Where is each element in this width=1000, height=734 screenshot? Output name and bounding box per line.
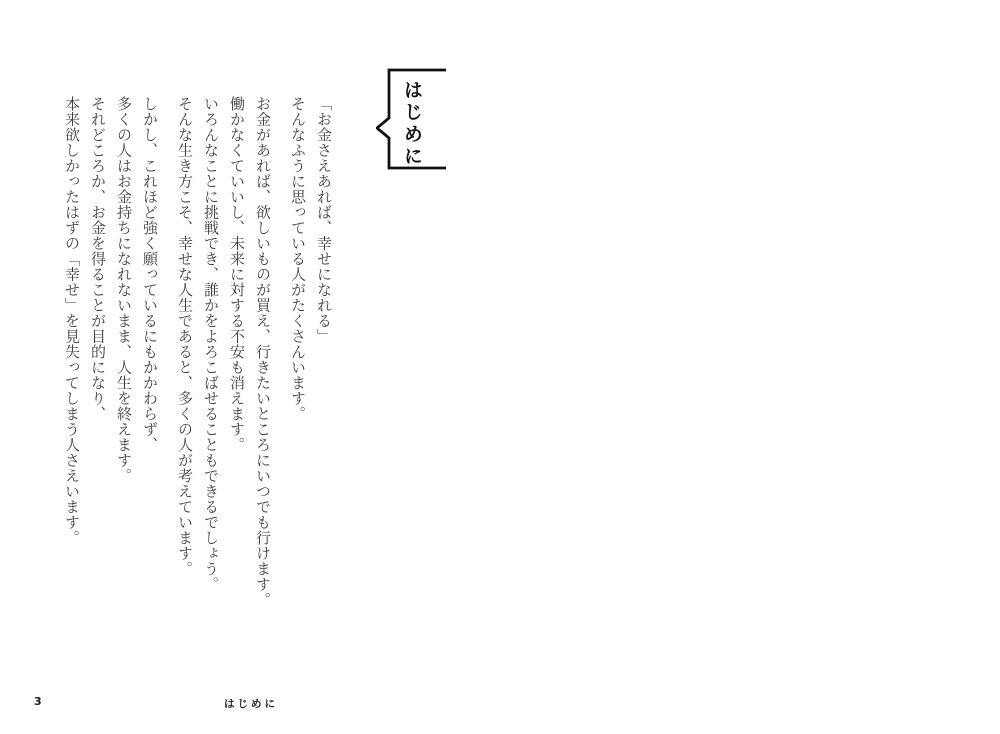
text-line: それどころか、お金を得ることが目的になり、: [89, 96, 107, 422]
text-line: そんなふうに思っている人がたくさんいます。: [289, 96, 307, 422]
text-line: いろんなことに挑戦でき、誰かをよろこばせることもできるでしょう。: [202, 96, 220, 592]
text-line: お金があれば、欲しいものが買え、行きたいところにいつでも行けます。: [254, 96, 272, 608]
paragraph: [285, 96, 337, 656]
text-line: 「お金さえあれば、幸せになれる」: [315, 96, 333, 344]
section-header: [376, 66, 448, 172]
footer-section-label: はじめに: [224, 698, 278, 710]
section-title: はじめに: [401, 80, 423, 168]
text-line: 多くの人はお金持ちになれないまま、人生を終えます。: [115, 96, 133, 484]
text-line: しかし、これほど強く願っているにもかかわらず、: [141, 96, 159, 453]
text-line: 働かなくていいし、未来に対する不安も消えます。: [228, 96, 246, 453]
page-number: 3: [34, 695, 42, 708]
paragraph: [59, 96, 163, 656]
text-line: そんな生き方こそ、幸せな人生であると、多くの人が考えています。: [176, 96, 194, 577]
paragraph: [172, 96, 276, 656]
text-line: 本来欲しかったはずの「幸せ」を見失ってしまう人さえいます。: [63, 96, 81, 546]
text-block: [59, 96, 337, 656]
